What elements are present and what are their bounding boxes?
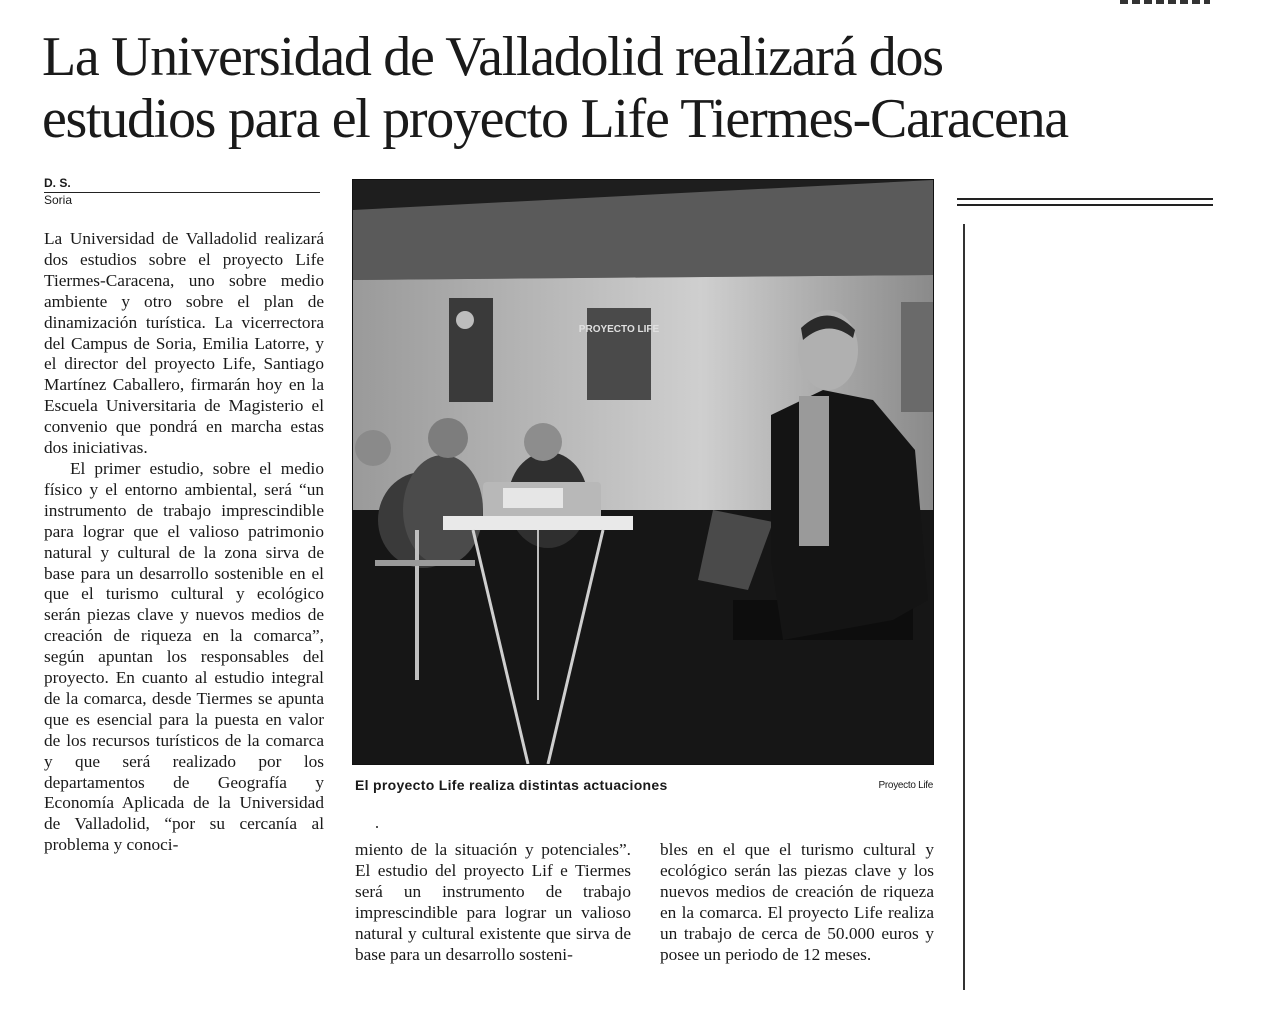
- headline: [42, 26, 1212, 150]
- paragraph-3: miento de la situación y potenciales”. El estudio del proyecto Lif e Tiermes será un instrumento de trabajo imprescindible para lograr un valioso natural y cultural existente que sirva de base para un desarrollo sosteni-: [355, 840, 631, 964]
- paragraph-2: El primer estudio, sobre el medio físico y el entorno ambiental, será “un instrumento de trabajo imprescindible para lograr que el valioso patrimonio natural y cultural de la zona sirva de base para un desarrollo sostenible en el que el turismo cultural y ecológico serán piezas clave y nuevos medios de creación de riqueza en la comarca”, según apuntan los responsables del proyecto. En cuanto al estudio integral de la comarca, desde Tiermes se apunta que es esencial para la puesta en valor de los recursos turísticos de la comarca y que será realizado por los departamentos de Geografía y Economía Aplicada de la Universidad de Valladolid, “por su cercanía al problema y conoci-: [44, 458, 324, 855]
- photo-caption: [355, 777, 933, 795]
- byline-place: Soria: [44, 193, 73, 207]
- page-edge-mark: [1120, 0, 1210, 4]
- photo-illustration: [353, 180, 933, 764]
- caption-text: El proyecto Life realiza distintas actuaciones: [355, 777, 668, 793]
- article-column-2: [355, 840, 631, 965]
- byline: [44, 176, 320, 208]
- paragraph-4: bles en el que el turismo cultural y ecológico serán las piezas clave y los nuevos medios de creación de riqueza en la comarca. El proyecto Life realiza un trabajo de cerca de 50.000 euros y posee un periodo de 12 meses.: [660, 840, 934, 964]
- headline-line-2: estudios para el proyecto Life Tiermes-Caracena: [42, 88, 1068, 150]
- article-column-3: [660, 840, 934, 965]
- headline-line-1: La Universidad de Valladolid realizará dos: [42, 26, 943, 88]
- photo-credit: Proyecto Life: [878, 780, 933, 791]
- column-marker: [376, 826, 378, 828]
- news-photo: [352, 179, 934, 765]
- poster-text: PROYECTO LIFE: [578, 324, 660, 335]
- double-rule: [957, 198, 1213, 206]
- column-rule: [963, 224, 965, 990]
- article-column-1: [44, 229, 324, 856]
- paragraph-1: La Universidad de Valladolid realizará dos estudios sobre el proyecto Life Tiermes-Caracena, uno sobre medio ambiente y otro sobre el plan de dinamización turística. La vicerrectora del Campus de Soria, Emilia Latorre, y el director del proyecto Life, Santiago Martínez Caballero, firmarán hoy en la Escuela Universitaria de Magisterio el convenio que pondrá en marcha estas dos iniciativas.: [44, 229, 324, 458]
- byline-author: D. S.: [44, 176, 320, 193]
